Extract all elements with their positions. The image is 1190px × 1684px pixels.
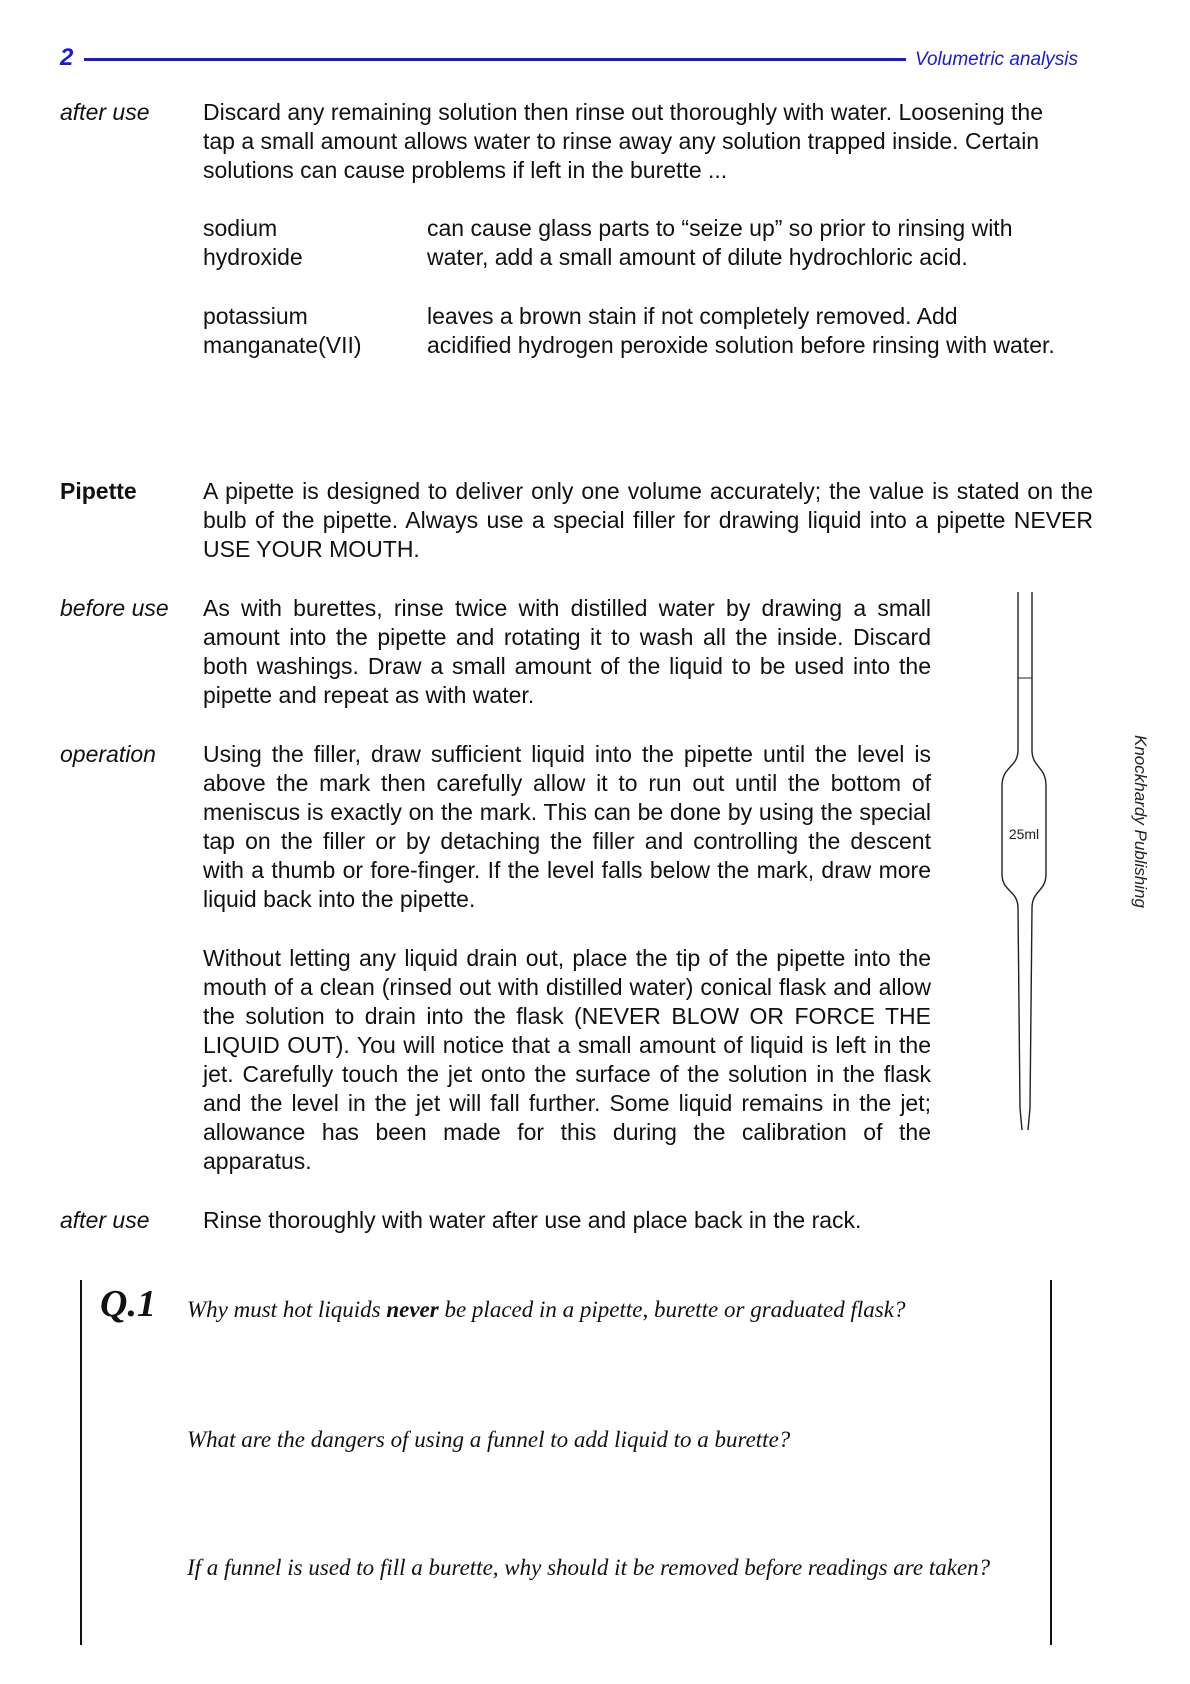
question-1: Why must hot liquids never be placed in a pipette, burette or graduated flask?	[187, 1297, 906, 1322]
pipette-diagram	[990, 590, 1060, 1140]
question-box-right-rule	[1050, 1280, 1052, 1645]
before-use-label: before use	[60, 595, 169, 621]
after-use-text: Discard any remaining solution then rinse out thoroughly with water. Loosening the tap a small amount allows water to rinse away any solution trapped inside. Certain solutions can cause problems if left in the burette ...	[203, 99, 1043, 183]
chemical-name: sodium hydroxide	[203, 215, 303, 270]
operation-label: operation	[60, 741, 156, 767]
header-title: Volumetric analysis	[915, 49, 1078, 70]
publisher-side-text: Knockhardy Publishing	[1131, 735, 1150, 908]
pipette-after-use-label: after use	[60, 1207, 150, 1233]
chemical-name: potassium manganate(VII)	[203, 303, 362, 358]
question-3: If a funnel is used to fill a burette, why should it be removed before readings are taken?	[187, 1555, 991, 1580]
pipette-intro: A pipette is designed to deliver only one volume accurately; the value is stated on the bulb of the pipette. Always use a special filler for drawing liquid into a pipette NEVER USE YOUR MOUTH.	[203, 478, 1093, 562]
operation-text: Using the filler, draw sufficient liquid into the pipette until the level is above the mark then carefully allow it to run out until the bottom of meniscus is exactly on the mark. This can be done by using the special tap on the filler or by detaching the filler and controlling the descent with a thumb or fore-finger. If the level falls below the mark, draw more liquid back into the pipette.	[203, 741, 931, 912]
pipette-after-use-text: Rinse thoroughly with water after use and place back in the rack.	[203, 1207, 862, 1233]
question-box-left-rule	[80, 1280, 82, 1645]
question-2: What are the dangers of using a funnel to add liquid to a burette?	[187, 1427, 791, 1452]
chemical-note: can cause glass parts to “seize up” so prior to rinsing with water, add a small amount of dilute hydrochloric acid.	[427, 215, 1013, 270]
before-use-text: As with burettes, rinse twice with distilled water by drawing a small amount into the pipette and rotating it to wash all the inside. Discard both washings. Draw a small amount of the liquid to be used into the pipette and repeat as with water.	[203, 595, 931, 708]
question-number: Q.1	[100, 1283, 156, 1325]
pipette-outline	[1002, 592, 1046, 1130]
pipette-volume-label: 25ml	[1008, 826, 1040, 842]
after-use-label: after use	[60, 99, 150, 125]
page-number: 2	[60, 44, 74, 71]
pipette-heading: Pipette	[60, 478, 137, 504]
chemical-note: leaves a brown stain if not completely removed. Add acidified hydrogen peroxide solution before rinsing with water.	[427, 303, 1055, 358]
header-rule	[84, 58, 906, 61]
operation-text-2: Without letting any liquid drain out, place the tip of the pipette into the mouth of a clean (rinsed out with distilled water) conical flask and allow the solution to drain into the flask (NEVER BLOW OR FORCE THE LIQUID OUT). You will notice that a small amount of liquid is left in the jet. Carefully touch the jet onto the surface of the solution in the flask and the level in the jet will fall further. Some liquid remains in the jet; allowance has been made for this during the calibration of the apparatus.	[203, 945, 931, 1174]
